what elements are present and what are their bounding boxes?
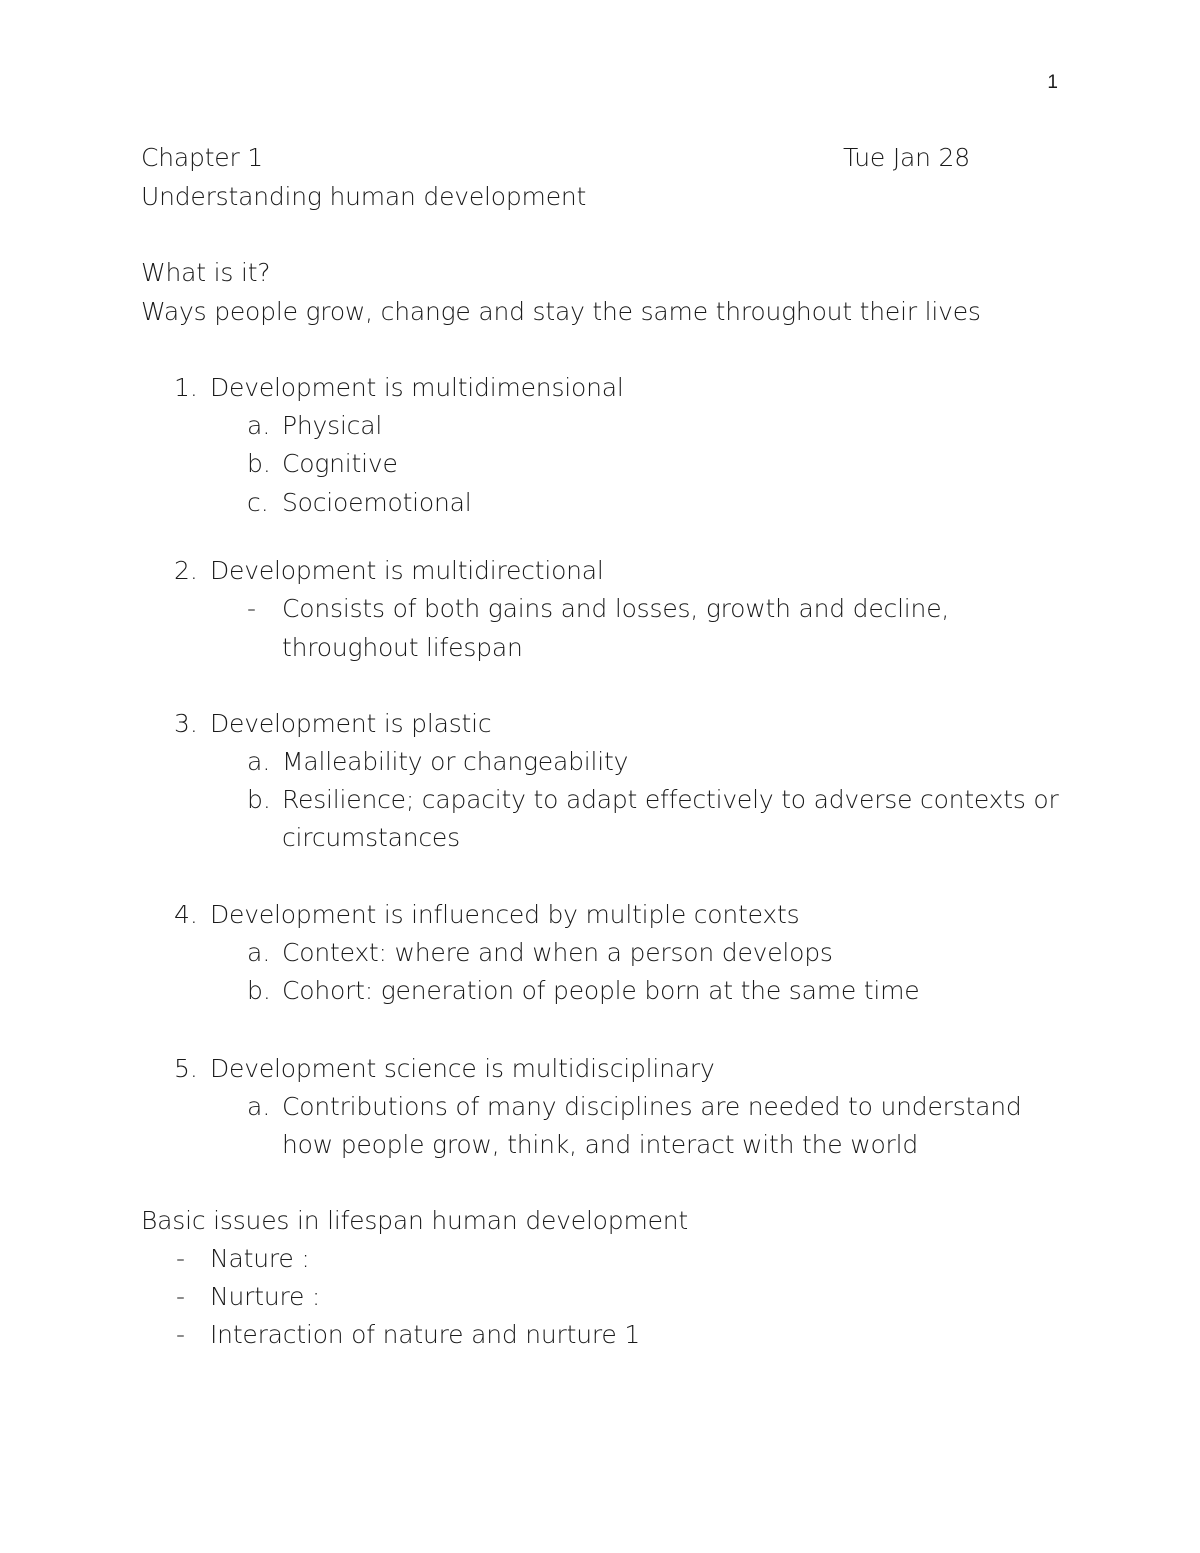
- bullet-marker: -: [176, 1244, 186, 1273]
- bullet-item: Nurture :: [210, 1282, 321, 1311]
- sub-item-marker: a.: [247, 411, 271, 440]
- sub-item: Resilience; capacity to adapt effectively to adverse contexts or: [282, 785, 1059, 814]
- list-item-number: 1.: [174, 373, 198, 402]
- list-item-number: 3.: [174, 709, 198, 738]
- sub-item-marker: -: [247, 594, 257, 623]
- sub-item: Contributions of many disciplines are needed to understand: [282, 1092, 1022, 1121]
- bullet-item: Nature :: [210, 1244, 310, 1273]
- sub-item: Context: where and when a person develops: [282, 938, 833, 967]
- list-item: Development science is multidisciplinary: [210, 1054, 715, 1083]
- list-item-number: 2.: [174, 556, 198, 585]
- sub-item-continued: throughout lifespan: [282, 633, 523, 662]
- bullet-marker: -: [176, 1320, 186, 1349]
- sub-item-marker: a.: [247, 747, 271, 776]
- list-item: Development is multidimensional: [210, 373, 624, 402]
- list-item-number: 5.: [174, 1054, 198, 1083]
- list-item: Development is multidirectional: [210, 556, 604, 585]
- list-item: Development is influenced by multiple contexts: [210, 900, 800, 929]
- sub-item: Malleability or changeability: [282, 747, 629, 776]
- sub-item-marker: b.: [247, 785, 271, 814]
- intro-answer: Ways people grow, change and stay the same throughout their lives: [141, 297, 981, 326]
- sub-item-continued: circumstances: [282, 823, 460, 852]
- sub-item: Consists of both gains and losses, growth and decline,: [282, 594, 950, 623]
- intro-question: What is it?: [141, 258, 271, 287]
- sub-item: Socioemotional: [282, 488, 472, 517]
- list-item: Development is plastic: [210, 709, 492, 738]
- sub-item-marker: a.: [247, 1092, 271, 1121]
- date: Tue Jan 28: [843, 143, 970, 172]
- sub-item-marker: c.: [247, 488, 269, 517]
- sub-item-continued: how people grow, think, and interact with the world: [282, 1130, 919, 1159]
- bullet-item: Interaction of nature and nurture 1: [210, 1320, 641, 1349]
- sub-item: Cognitive: [282, 449, 398, 478]
- list-item-number: 4.: [174, 900, 198, 929]
- sub-item: Cohort: generation of people born at the same time: [282, 976, 920, 1005]
- page-subtitle: Understanding human development: [141, 182, 587, 211]
- section-heading: Basic issues in lifespan human development: [141, 1206, 689, 1235]
- sub-item: Physical: [282, 411, 383, 440]
- sub-item-marker: a.: [247, 938, 271, 967]
- sub-item-marker: b.: [247, 976, 271, 1005]
- page-number: 1: [1047, 72, 1058, 93]
- sub-item-marker: b.: [247, 449, 271, 478]
- bullet-marker: -: [176, 1282, 186, 1311]
- chapter-title: Chapter 1: [141, 143, 264, 172]
